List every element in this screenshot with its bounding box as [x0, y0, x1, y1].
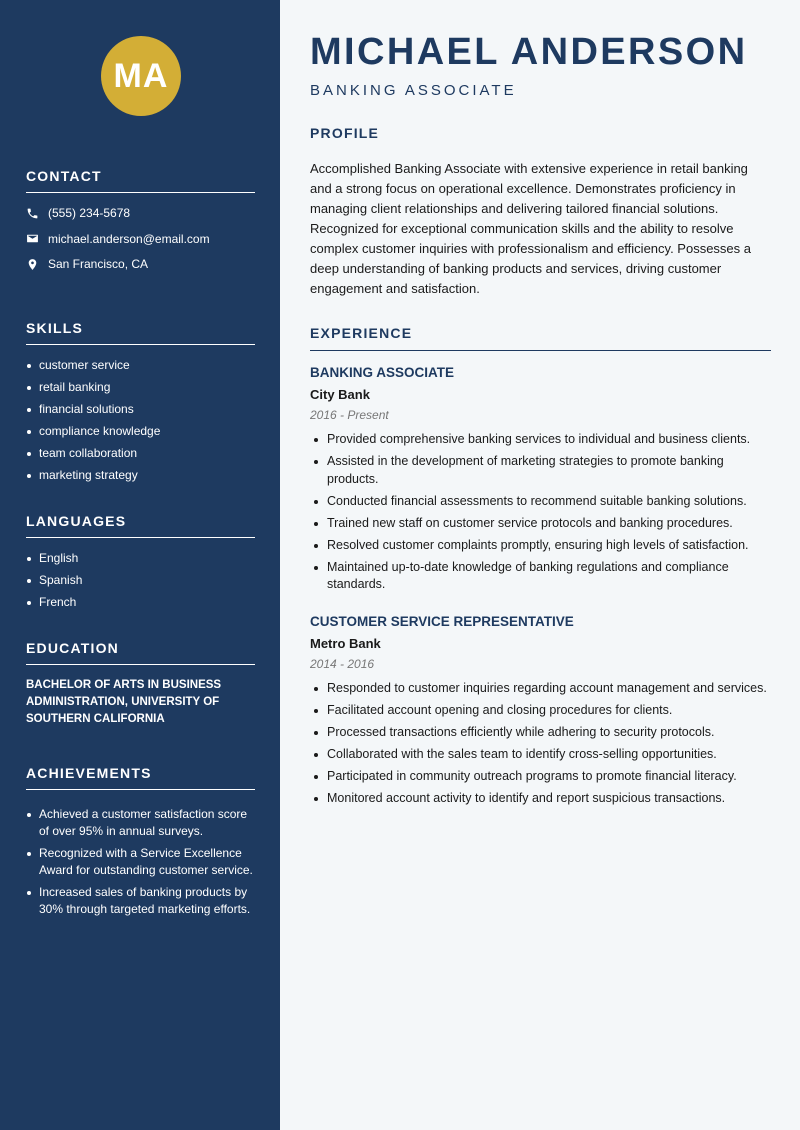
- skill-item: financial solutions: [26, 401, 255, 418]
- skill-item: marketing strategy: [26, 467, 255, 484]
- achievement-item: Increased sales of banking products by 30% through targeted marketing efforts.: [26, 884, 255, 918]
- job-bullet: Facilitated account opening and closing procedures for clients.: [310, 702, 771, 720]
- job-bullet: Maintained up-to-date knowledge of banking regulations and compliance standards.: [310, 559, 771, 594]
- languages-list: [26, 550, 255, 611]
- contact-phone[interactable]: [26, 205, 255, 221]
- job-bullet: Conducted financial assessments to recommend suitable banking solutions.: [310, 493, 771, 511]
- skill-item: retail banking: [26, 379, 255, 396]
- job-title: BANKING ASSOCIATE: [310, 365, 455, 380]
- achievement-item: Recognized with a Service Excellence Award for outstanding customer service.: [26, 845, 255, 879]
- sidebar: [0, 0, 280, 1130]
- skills-heading: SKILLS: [26, 320, 255, 345]
- job-dates: 2014 - 2016: [310, 656, 375, 671]
- job-bullet: Processed transactions efficiently while adhering to security protocols.: [310, 724, 771, 742]
- language-item: Spanish: [26, 572, 255, 589]
- email-text: michael.anderson@email.com: [48, 231, 210, 246]
- location-pin-icon: [26, 258, 39, 271]
- achievement-item: Achieved a customer satisfaction score of over 95% in annual surveys.: [26, 806, 255, 840]
- job-bullet: Monitored account activity to identify and report suspicious transactions.: [310, 790, 771, 808]
- job-role: BANKING ASSOCIATE: [310, 82, 517, 99]
- company-name: City Bank: [310, 387, 370, 402]
- job-entry: [310, 365, 771, 594]
- contact-heading: CONTACT: [26, 168, 255, 193]
- avatar: [101, 36, 181, 116]
- skill-item: customer service: [26, 357, 255, 374]
- achievements-list: [26, 806, 255, 918]
- contact-email[interactable]: [26, 231, 255, 247]
- phone-icon: [26, 207, 39, 220]
- languages-section: [26, 513, 255, 611]
- job-bullet: Resolved customer complaints promptly, ensuring high levels of satisfaction.: [310, 537, 771, 555]
- full-name: MICHAEL ANDERSON: [310, 31, 748, 73]
- contact-location: [26, 256, 255, 272]
- language-item: French: [26, 594, 255, 611]
- education-degree: BACHELOR OF ARTS IN BUSINESS ADMINISTRATION, UNIVERSITY OF SOUTHERN CALIFORNIA: [26, 679, 222, 725]
- avatar-initials: MA: [113, 56, 169, 95]
- job-bullet: Participated in community outreach programs to promote financial literacy.: [310, 768, 771, 786]
- languages-heading: LANGUAGES: [26, 513, 255, 538]
- skill-item: team collaboration: [26, 445, 255, 462]
- job-bullet: Trained new staff on customer service protocols and banking procedures.: [310, 515, 771, 533]
- education-section: [26, 640, 255, 728]
- profile-heading: PROFILE: [310, 125, 380, 141]
- phone-text: (555) 234-5678: [48, 206, 131, 220]
- profile-text: Accomplished Banking Associate with extensive experience in retail banking and a strong focus on operational excellence. Demonstrates proficiency in managing client relationships and delivering tailored financial solutions. Recognized for exceptional communication skills and the ability to resolve complex customer inquiries with professionalism and efficiency. Possesses a deep understanding of banking products and services, driving customer engagement and satisfaction.: [310, 161, 751, 296]
- email-icon: [26, 232, 39, 245]
- job-entry: [310, 614, 771, 808]
- job-title: CUSTOMER SERVICE REPRESENTATIVE: [310, 613, 574, 629]
- job-bullet: Provided comprehensive banking services to individual and business clients.: [310, 431, 771, 449]
- skills-list: [26, 357, 255, 484]
- job-bullet: Collaborated with the sales team to identify cross-selling opportunities.: [310, 746, 771, 764]
- language-item: English: [26, 550, 255, 567]
- education-heading: EDUCATION: [26, 640, 255, 665]
- job-bullets: [310, 680, 771, 808]
- skills-section: [26, 320, 255, 484]
- experience-heading: EXPERIENCE: [310, 325, 771, 351]
- company-name: Metro Bank: [310, 635, 381, 651]
- job-bullet: Assisted in the development of marketing strategies to promote banking products.: [310, 453, 771, 488]
- skill-item: compliance knowledge: [26, 423, 255, 440]
- job-dates: 2016 - Present: [310, 408, 389, 422]
- achievements-section: [26, 765, 255, 918]
- job-bullets: [310, 431, 771, 594]
- main-content: [280, 0, 800, 1130]
- job-bullet: Responded to customer inquiries regarding account management and services.: [310, 680, 771, 698]
- location-text: San Francisco, CA: [48, 257, 149, 271]
- achievements-heading: ACHIEVEMENTS: [26, 765, 255, 790]
- contact-section: [26, 168, 255, 272]
